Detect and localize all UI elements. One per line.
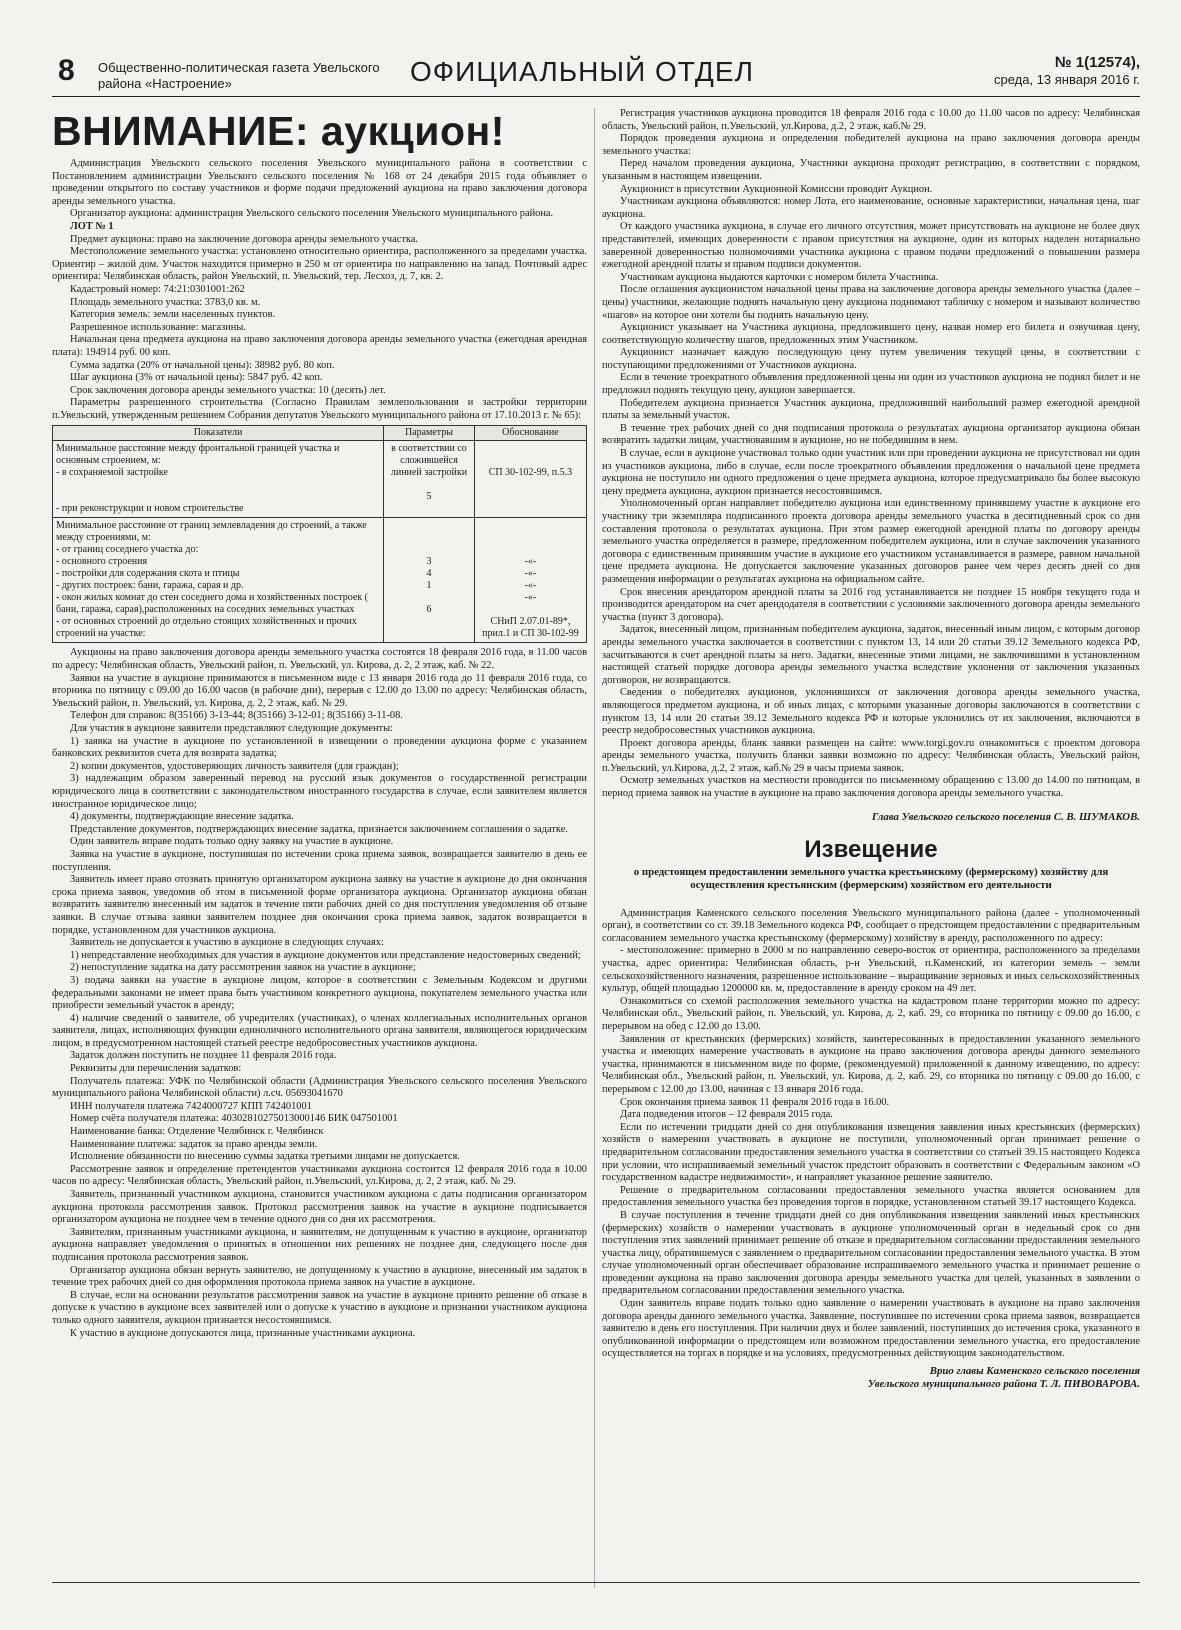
paragraph: Сведения о победителях аукционов, уклонившихся от заключения договора аренды земельного участка, являющегося предметом аукциона, и об иных лицах, с которыми указанные договоры заключаются в соответствии с пунктом 13, 14 или 20 статьи 39.12 Земельного кодекса РФ и которые уклонились от их заключения, включаются в реестр недобросовестных участников аукциона.: [602, 687, 1140, 737]
table-cell: -«- -«- -«- -«- СНиП 2.07.01-89*, прил.1 и СП 30-102-99: [474, 518, 586, 643]
issue-date: среда, 13 января 2016 г.: [993, 72, 1140, 87]
paragraph: Кадастровый номер: 74:21:0301001:262: [70, 283, 245, 295]
paragraph: 4) наличие сведений о заявителе, об учредителях (участниках), о членах коллегиальных исполнительных органов заявителя, лицах, исполняющих функции единоличного исполнительного органа заявителя, являющегося юридическим лицом, в предусмотренном настоящей статьей реестре недобросовестных участников аукциона.: [52, 1012, 587, 1049]
notice-subtitle: о предстоящем предоставлении земельного участка крестьянскому (фермерскому) хозяйству для осуществления крестьянским (фермерским) хозяйством его деятельности: [633, 865, 1109, 891]
notice-text: [602, 908, 1140, 1361]
table-row: [53, 518, 587, 643]
paragraph: Представление документов, подтверждающих внесение задатка, признается заключением соглашения о задатке.: [70, 823, 568, 835]
paragraph: От каждого участника аукциона, в случае его личного отсутствия, может присутствовать на аукционе не более двух представителей, имеющих доверенности с правом присутствия на аукционе, один из которых наделен нотариально заверенной доверенностью полномочиями участника аукциона с правом подачи предложений о повышении размера ежегодной арендной платы и правом подписи документов.: [602, 221, 1140, 271]
paragraph: Аукционы на право заключения договора аренды земельного участка состоятся 18 февраля 2016 года, в 11.00 часов по адресу: Челябинская область, Увельский район, п. Увельский, ул. Кирова, д. 2, 2 этаж, каб. № 22.: [52, 647, 587, 672]
paragraph: Наименование платежа: задаток за право аренды земли.: [70, 1138, 318, 1150]
paragraph: В случае, если в аукционе участвовал только один участник или при проведении аукциона не присутствовал ни один из участников аукциона, либо в случае, если после троекратного объявления предложения о начальной цене предмета аукциона не поступило ни одного предложения о цене предмета аукциона, которое предусматривало бы более высокую цену предмета аукциона, аукцион признается несостоявшимся.: [602, 448, 1140, 497]
paragraph: Порядок проведения аукциона и определения победителей аукциона на право заключения договора аренды земельного участка:: [602, 133, 1140, 157]
paragraph: Участникам аукциона выдаются карточки с номером билета Участника.: [620, 271, 939, 283]
paragraph: 3) подача заявки на участие в аукционе лицом, которое в соответствии с Земельным Кодексом и другими федеральными законами не имеет права быть участником конкретного аукциона, покупателем земельного участка или приобрести земельный участок в аренду;: [52, 974, 587, 1012]
page-number: 8: [58, 54, 75, 87]
signature: Глава Увельского сельского поселения С. В. ШУМАКОВ.: [871, 810, 1140, 823]
left-column: [52, 108, 587, 1340]
newspaper-page: [52, 50, 1140, 1610]
paragraph: В случае поступления в течение тридцати дней со дня опубликования извещения заявлений иных крестьянских (фермерских) хозяйств о намерении участвовать в аукционе уполномоченный орган в недельный срок со дня поступления этих заявлений принимает решение об отказе в предварительном согласовании предоставления земельного участка лицу, обратившемуся с заявлением о предварительном согласовании предоставления земельного участка. В этом случае уполномоченный орган обеспечивает образование испрашиваемого земельного участка и принимает решение о проведении аукциона на право заключения договора аренды земельного участка для целей, указанных в заявлении о предварительном согласовании предоставления земельного участка.: [602, 1209, 1140, 1297]
paragraph: Заявитель имеет право отозвать принятую организатором аукциона заявку на участие в аукционе до дня окончания срока приема заявок, уведомив об этом в письменной форме организатора аукциона. Организатор аукциона обязан возвратить заявителю внесенный им задаток в течение пяти рабочих дней со дня поступления уведомления об отзыве заявки. В случае отзыва заявки заявителем позднее дня окончания срока приема заявок, задаток возвращается в порядке, установленном для участников аукциона.: [52, 874, 587, 936]
notice-headline: Извещение: [804, 835, 938, 863]
paragraph: Срок заключения договора аренды земельного участка: 10 (десять) лет.: [70, 384, 386, 396]
table-header-row: [53, 426, 587, 441]
paragraph: Заявитель не допускается к участию в аукционе в следующих случаях:: [70, 937, 384, 949]
section-title: ОФИЦИАЛЬНЫЙ ОТДЕЛ: [410, 56, 754, 87]
paragraph: Один заявитель вправе подать только одно заявление о намерении участвовать в аукционе на право заключения договора аренды данного земельного участка. Заявление, поступившее по истечении срока приема заявок, возвращается заявителю в день его поступления. При наличии двух и более заявлений, поступивших до истечения срока, указанного в опубликованной информации о предстоящем или возможном предоставлении земельного участка, его предоставление осуществляется на торгах в порядке и на условиях, предусмотренных действующим законодательством.: [602, 1298, 1140, 1360]
auction-procedure: [602, 108, 1140, 801]
paragraph: Организатор аукциона: администрация Увельского сельского поселения Увельского муниципального района.: [70, 208, 554, 220]
table-cell: Минимальное расстояние от границ землевладения до строений, а также между строениями, м: - от границ соседнего участка до: - основного строения - постройки для содержания скота и птицы - других построек: бани, гаража, сарая и др. - окон жилых комнат до стен соседнего дома и хозяйственных построек ( бани, гаража, сарая),расположенных на соседних земельных участках - от основных строений до отдельно стоящих хозяйственных и прочих строений на участке:: [53, 518, 384, 643]
paragraph: Получатель платежа: УФК по Челябинской области (Администрация Увельского сельского поселения Увельского муниципального района Челябинской области) л.сч. 05693041670: [52, 1075, 587, 1100]
paragraph: Заявки на участие в аукционе принимаются в письменном виде с 13 января 2016 года до 11 февраля 2016 года, со вторника по пятницу с 09.00 до 16.00 часов (в рабочие дни), перерыв с 12.00 до 13.00 по адресу: Челябинская область, Увельский район, п. Увельский, ул. Кирова, д. 2, 2 этаж, каб. № 29.: [52, 672, 587, 709]
paragraph: После оглашения аукционистом начальной цены права на заключение договора аренды земельного участка (далее – цены) участники, желающие поднять начальную цену аукциона поднимают табличку с номером и называют количество «шагов» на которое они хотели бы поднять начальную цену.: [602, 284, 1140, 321]
paragraph: Заявления от крестьянских (фермерских) хозяйств, заинтересованных в предоставлении указанного земельного участка и имеющих намерение участвовать в аукционе на право заключения договора аренды данного земельного участка, принимаются в письменном виде по форме, (рекомендуемой) приложенной к данному извещению, по адресу: Челябинская обл., Увельский район, п. Увельский, ул. Кирова, д. 2, каб. 29, со вторника по пятницу с 09.00 до 16.00, с перерывом с 12.00 до 13.00, начиная с 13 января 2016 года.: [602, 1033, 1140, 1095]
paragraph: - местоположение: примерно в 2000 м по направлению северо-восток от ориентира, расположенного за пределами участка, адрес ориентира: Челябинская область, р-н Увельский, п.Каменский, из категории земель – земли сельскохозяйственного назначения, разрешенное использование – выращивание зерновых и иных сельскохозяйственных культур, общей площадью 1200000 кв. м, предоставление в аренду сроком на 49 лет.: [602, 945, 1140, 995]
paragraph: 2) копии документов, удостоверяющих личность заявителя (для граждан);: [70, 760, 399, 772]
paragraph: Администрация Каменского сельского поселения Увельского муниципального района (далее - уполномоченный орган), в соответствии со ст. 39.18 Земельного кодекса РФ, сообщает о предстоящем предоставлении с предварительным согласованием земельного участка крестьянскому (фермерскому) хозяйству в аренду, расположенного по адресу:: [602, 907, 1140, 944]
paragraph: Реквизиты для перечисления задатков:: [70, 1063, 242, 1075]
auction-intro: [52, 158, 587, 221]
paragraph: Победителем аукциона признается Участник аукциона, предложивший наибольший размер ежегодной арендной платы за земельный участок.: [602, 397, 1140, 422]
paragraph: Аукционист в присутствии Аукционной Комиссии проводит Аукцион.: [620, 183, 933, 195]
paragraph: Шаг аукциона (3% от начальной цены): 5847 руб. 42 коп.: [70, 372, 323, 384]
paragraph: Проект договора аренды, бланк заявки размещен на сайте: www.torgi.gov.ru ознакомиться с проектом договора аренды земельного участка, получить бланки заявки возможно по адресу: Челябинская область, Увельский район, п.Увельский, ул.Кирова, д.2, 2 этаж, каб.№ 29 в часы приема заявок.: [602, 737, 1140, 774]
paragraph: Задаток должен поступить не позднее 11 февраля 2016 года.: [70, 1050, 337, 1062]
paragraph: Площадь земельного участка: 3783,0 кв. м.: [70, 296, 261, 308]
paragraph: Заявитель, признанный участником аукциона, становится участником аукциона с даты подписания организатором аукциона протокола рассмотрения заявок. Протокол рассмотрения заявок на участие в аукционе подписывается организатором аукциона не позднее чем в течение одного дня со дня их рассмотрения.: [52, 1189, 587, 1226]
auction-headline: ВНИМАНИЕ: аукцион!: [52, 108, 505, 154]
paragraph: Предмет аукциона: право на заключение договора аренды земельного участка.: [70, 233, 418, 245]
signature-line: Увельского муниципального района Т. Л. ПИВОВАРОВА.: [867, 1378, 1140, 1391]
paragraph: Параметры разрешенного строительства (Согласно Правилам землепользования и застройки территории п.Увельский, утвержденным решением Собрания депутатов Увельского муниципального района от 17.10.2013 г. № 65):: [52, 397, 587, 421]
paragraph: Начальная цена предмета аукциона на право заключения договора аренды земельного участка (ежегодная арендная плата): 194914 руб. 00 коп.: [52, 334, 587, 358]
bottom-rule: [52, 1582, 1140, 1583]
paragraph: Решение о предварительном согласовании предоставления земельного участка является основанием для предоставления земельного участка без проведения торгов в порядке, установленном статьей 39.17 настоящего Кодекса.: [602, 1184, 1140, 1209]
issue-number: № 1(12574),: [1054, 54, 1140, 71]
column-divider: [594, 108, 595, 1588]
right-column: [602, 108, 1140, 1391]
table-header: Показатели: [53, 426, 384, 441]
construction-parameters-table: [52, 425, 587, 643]
paragraph: Аукционист назначает каждую последующую цену путем увеличения текущей цены, в соответствии с поступающими предложениями от Участников аукциона.: [602, 347, 1140, 371]
lot-title: ЛОТ № 1: [70, 220, 114, 232]
paragraph: Рассмотрение заявок и определение претендентов участниками аукциона состоится 12 февраля 2016 года в 10.00 часов по адресу: Челябинская область, Увельский район, п.Увельский, ул.Кирова, д. 2, 2 этаж, каб. № 29.: [52, 1163, 587, 1188]
paragraph: Для участия в аукционе заявители представляют следующие документы:: [70, 723, 393, 735]
paragraph: Исполнение обязанности по внесению суммы задатка третьими лицами не допускается.: [70, 1151, 460, 1163]
page-header: [52, 50, 1140, 97]
paragraph: Местоположение земельного участка: установлено относительно ориентира, расположенного за пределами участка. Ориентир – жилой дом. Участок находится примерно в 250 м от ориентира по направлению на запад. Почтовый адрес ориентира: Челябинская область, район Увельский, п. Увельский, тер. Лесхоз, д. 7, кв. 2.: [52, 246, 587, 283]
table-cell: 3 4 1 6: [384, 518, 475, 643]
issue-info: [994, 54, 1140, 88]
paragraph: Если в течение троекратного объявления предложенной цены ни один из участников аукциона не поднял билет и не предложил поднять текущую цену, аукцион завершается.: [602, 372, 1140, 397]
paragraph: В течение трех рабочих дней со дня подписания протокола о результатах аукциона организатор аукциона обязан возвратить задатки лицам, участвовавшим в аукционе, но не победившим в нем.: [602, 422, 1140, 447]
paragraph: 3) надлежащим образом заверенный перевод на русский язык документов о государственной регистрации юридического лица в соответствии с законодательством иностранного государства в случае, если заявителем является иностранное юридическое лицо;: [52, 773, 587, 810]
table-cell: в соответствии со сложившейся линией застройки 5: [384, 441, 475, 518]
paragraph: Перед началом проведения аукциона, Участники аукциона проходят регистрацию, в соответствии с порядком, указанным в настоящем извещении.: [602, 158, 1140, 182]
table-cell: СП 30-102-99, п.5.3: [474, 441, 586, 518]
paragraph: Дата подведения итогов – 12 февраля 2015 года.: [620, 1109, 833, 1121]
paragraph: Категория земель: земли населенных пунктов.: [70, 309, 276, 321]
paper-name: Общественно-политическая газета Увельского района «Настроение»: [98, 60, 380, 91]
paragraph: 1) заявка на участие в аукционе по установленной в извещении о проведении аукциона форме с указанием банковских реквизитов счета для возврата задатка;: [52, 735, 587, 760]
paragraph: Заявка на участие в аукционе, поступившая по истечении срока приема заявок, возвращается заявителю в день ее поступления.: [52, 848, 587, 873]
signature-2: [602, 1365, 1140, 1391]
paragraph: Администрация Увельского сельского поселения Увельского муниципального района в соответствии с Постановлением администрации Увельского сельского поселения № 168 от 24 декабря 2015 года объявляет о проведении открытого по составу участников и форме подачи предложений аукциона на право заключения договора аренды земельного участка.: [52, 158, 587, 207]
paragraph: 4) документы, подтверждающие внесение задатка.: [70, 811, 294, 823]
auction-terms: [52, 647, 587, 1340]
table-header: Параметры: [384, 426, 475, 441]
paragraph: Наименование банка: Отделение Челябинск г. Челябинск: [70, 1126, 324, 1138]
paragraph: Регистрация участников аукциона проводится 18 февраля 2016 года с 10.00 до 11.00 часов по адресу: Челябинская область, Увельский район, п.Увельский, ул.Кирова, д.2, 2 этаж, каб.№ 29.: [602, 108, 1140, 132]
paragraph: Сумма задатка (20% от начальной цены): 38982 руб. 80 коп.: [70, 359, 335, 371]
paragraph: Заявителям, признанным участниками аукциона, и заявителям, не допущенным к участию в аукционе, организатор аукциона направляет уведомления о принятых в отношении них решениях не позднее дня, следующего после дня подписания протокола рассмотрения заявок.: [52, 1226, 587, 1263]
paragraph: В случае, если на основании результатов рассмотрения заявок на участие в аукционе принято решение об отказе в допуске к участию в аукционе всех заявителей или о допуске к участию в аукционе и признании участником аукциона только одного заявителя, аукцион признается несостоявшимся.: [52, 1289, 587, 1326]
paragraph: Уполномоченный орган направляет победителю аукциона или единственному принявшему участие в аукционе его участнику три экземпляра подписанного проекта договора аренды земельного участка в десятидневный срок со дня составления протокола о результатах аукциона. При этом размер ежегодной арендной платы по договору аренды земельного участка определяется в размере, предложенном победителем аукциона, или в случае заключения указанного договора с единственным принявшим участие в аукционе его участником устанавливается в размере, равном начальной цене предмета аукциона. Не допускается заключение указанных договоров ранее чем через десять дней со дня размещения информации о результатах аукциона на официальном сайте.: [602, 498, 1140, 585]
table-header: Обоснование: [474, 426, 586, 441]
paragraph: 2) непоступление задатка на дату рассмотрения заявок на участие в аукционе;: [70, 962, 416, 974]
paragraph: Аукционист указывает на Участника аукциона, предложившего цену, назвав номер его билета и озвучивая цену, соответствующую количеству шагов, предложенных этим Участником.: [602, 322, 1140, 346]
table-cell: Минимальное расстояние между фронтальной границей участка и основным строением, м: - в сохраняемой застройке - при реконструкции и новом строительстве: [53, 441, 384, 518]
paragraph: ИНН получателя платежа 7424000727 КПП 742401001: [70, 1100, 312, 1112]
table-row: [53, 441, 587, 518]
paragraph: Задаток, внесенный лицом, признанным победителем аукциона, задаток, внесенный иным лицом, с которым договор аренды земельного участка заключается в соответствии с пунктом 13, 14 или 20 статьи 39.12 Земельного кодекса РФ, засчитываются в счет арендной платы за него. Задатки, внесенные этими лицами, не заключившими в установленном настоящей статьей порядке договора аренды земельного участка вследствие уклонения от заключения указанных договоров, не возвращаются.: [602, 624, 1140, 686]
paragraph: Номер счёта получателя платежа: 40302810275013000146 БИК 047501001: [70, 1113, 398, 1125]
paragraph: Осмотр земельных участков на местности проводится по письменному обращению с 13.00 до 14.00 по пятницам, в период приема заявок на участие в аукционе на право заключения договора аренды земельного участка.: [602, 775, 1140, 800]
paragraph: Организатор аукциона обязан вернуть заявителю, не допущенному к участию в аукционе, внесенный им задаток в течение трех рабочих дней со дня оформления протокола приема заявок на участие в аукционе.: [52, 1264, 587, 1289]
lot-details: [52, 234, 587, 423]
signature-line: Врио главы Каменского сельского поселения: [929, 1365, 1140, 1378]
paragraph: Срок окончания приема заявок 11 февраля 2016 года в 16.00.: [620, 1096, 890, 1108]
paragraph: Срок внесения арендатором арендной платы за 2016 год устанавливается не позднее 15 ноября текущего года и производится арендатором на счет арендодателя в соответствии с условиями заключенного договора аренды земельного участка (пункт 3 договора).: [602, 586, 1140, 623]
paragraph: К участию в аукционе допускаются лица, признанные участниками аукциона.: [70, 1327, 416, 1339]
paragraph: Один заявитель вправе подать только одну заявку на участие в аукционе.: [70, 836, 394, 848]
paragraph: Разрешенное использование: магазины.: [70, 321, 246, 333]
paragraph: 1) непредставление необходимых для участия в аукционе документов или представление недостоверных сведений;: [70, 949, 581, 961]
paragraph: Ознакомиться со схемой расположения земельного участка на кадастровом плане территории можно по адресу: Челябинская обл., Увельский район, п. Увельский, ул. Кирова, д. 2, каб. 29, со вторника по пятницу с 09.00 до 16.00, с перерывом на обед с 12.00 до 13.00.: [602, 995, 1140, 1032]
paragraph: Телефон для справок: 8(35166) 3-13-44; 8(35166) 3-12-01; 8(35166) 3-11-08.: [70, 710, 403, 722]
paragraph: Если по истечении тридцати дней со дня опубликования извещения заявления иных крестьянских (фермерских) хозяйств о намерении участвовать в аукционе не поступили, уполномоченный орган принимает решение о предварительном согласовании предоставления земельного участка в соответствии со статьей 39.15 настоящего Кодекса при условии, что испрашиваемый земельный участок предстоит образовать в соответствии с Федеральным законом «О государственном кадастре недвижимости», и направляет указанное решение заявителю.: [602, 1121, 1140, 1184]
paragraph: Участникам аукциона объявляются: номер Лота, его наименование, основные характеристики, начальная цена, шаг аукциона.: [602, 196, 1140, 220]
